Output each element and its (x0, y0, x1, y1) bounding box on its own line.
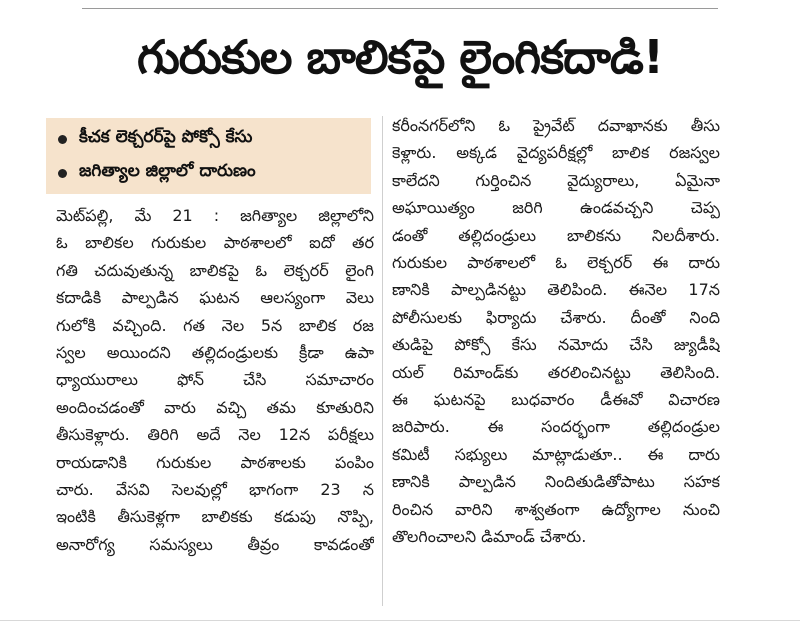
headline: గురుకుల బాలికపై లైంగికదాడి! (137, 30, 663, 84)
body-line: డంతో తల్లిదండ్రులు బాలికను నిలదీశారు. (392, 225, 720, 245)
body-line: ఈ ఘటనపై బుధవారం డీఈవో విచారణ (392, 390, 720, 410)
highlights-box (46, 118, 371, 194)
body-line: ఓ బాలికల గురుకుల పాఠశాలలో ఐదో తర (56, 233, 374, 253)
body-line: మెట్‌పల్లి, మే 21 : జగిత్యాల జిల్లాలోని (56, 206, 374, 225)
body-line: కాలేదని గుర్తించిన వైద్యురాలు, ఏమైనా (392, 170, 720, 190)
body-line: ధ్యాయురాలు ఫోన్ చేసి సమాచారం (56, 370, 374, 390)
highlight-text: జగిత్యాల జిల్లాలో దారుణం (79, 161, 256, 181)
body-line: రించిన వారిని శాశ్వతంగా ఉద్యోగాల నుంచి (392, 499, 720, 519)
body-line: అనారోగ్య సమస్యలు తీవ్రం కావడంతో (56, 534, 374, 554)
column-divider (382, 116, 383, 606)
body-line: జరిపారు. ఈ సందర్భంగా తల్లిదండ్రుల (392, 417, 720, 437)
body-line: తీసుకెళ్లారు. తిరిగి అదే నెల 12న పరీక్షలు (56, 425, 374, 445)
body-line: ణానికి పాల్పడిన నిందితుడితోపాటు సహక (392, 472, 720, 492)
body-line: అఘాయిత్యం జరిగి ఉండవచ్చని చెప్ప (392, 198, 720, 218)
bottom-rule (0, 620, 800, 621)
bullet-icon (58, 135, 67, 144)
body-line: కరీంనగర్‌లోని ఓ ప్రైవేట్ దవాఖానకు తీసు (392, 116, 720, 135)
body-line: కమిటీ సభ్యులు మాట్లాడుతూ.. ఈ దారు (392, 444, 720, 464)
body-line: గురుకుల పాఠశాలలో ఓ లెక్చరర్ ఈ దారు (392, 253, 720, 273)
body-line: పోలీసులకు ఫిర్యాదు చేశారు. దీంతో నింది (392, 307, 720, 327)
body-line: కదాడికి పాల్పడిన ఘటన ఆలస్యంగా వెలు (56, 288, 374, 308)
right-column (392, 112, 720, 551)
body-line: కెళ్లారు. అక్కడ వైద్యపరీక్షల్లో బాలిక రజస్వల (392, 143, 720, 163)
body-line: గులోకి వచ్చింది. గత నెల 5న బాలిక రజ (56, 315, 374, 335)
highlight-text: కీచక లెక్చరర్‌పై పోక్సో కేసు (79, 127, 253, 147)
body-line: తుడిపై పోక్సో కేసు నమోదు చేసి జ్యుడీషి (392, 335, 720, 355)
body-line: ణానికి పాల్పడినట్టు తెలిపింది. ఈనెల 17న (392, 280, 720, 300)
body-line: యల్ రిమాండ్‌కు తరలించినట్టు తెలిసింది. (392, 362, 720, 382)
highlight-item (46, 122, 371, 156)
body-line: స్వల అయిందని తల్లిదండ్రులకు క్రీడా ఉపా (56, 343, 374, 363)
top-rule (82, 8, 718, 9)
body-line: రాయడానికి గురుకుల పాఠశాలకు పంపిం (56, 452, 374, 472)
body-line: గతి చదువుతున్న బాలికపై ఓ లెక్చరర్ లైంగి (56, 260, 374, 280)
bullet-icon (58, 169, 67, 178)
body-line: తొలగించాలని డిమాండ్ చేశారు. (392, 527, 587, 547)
left-column (56, 202, 374, 558)
highlight-item (46, 156, 371, 190)
body-line: అందించడంతో వారు వచ్చి తమ కూతురిని (56, 397, 374, 417)
body-line: ఇంటికి తీసుకెళ్లగా బాలికకు కడుపు నొప్పి, (56, 507, 374, 527)
body-line: చారు. వేసవి సెలవుల్లో భాగంగా 23 న (56, 480, 374, 500)
